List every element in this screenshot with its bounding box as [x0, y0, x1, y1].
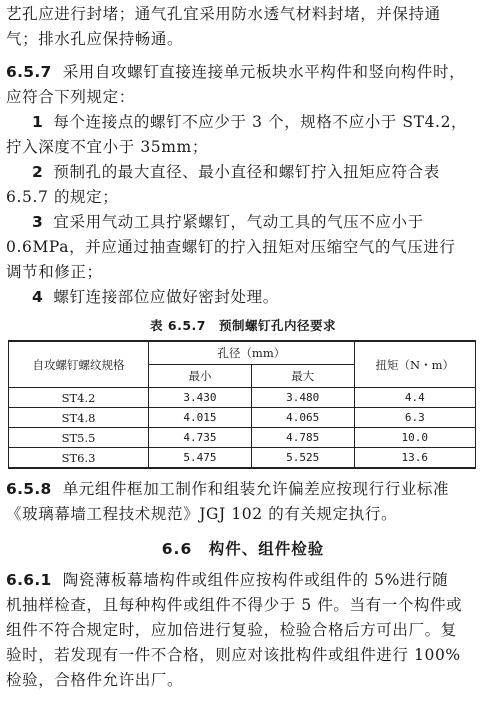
intro-line-1: 艺孔应进行封堵；通气孔宜采用防水透气材料封堵，并保持通 [6, 5, 441, 23]
table-row [9, 388, 476, 408]
clause-6-6-1-line-2: 机抽样检查，且每种构件或组件不得少于 5 件。当有一个构件或 [6, 596, 463, 614]
section-heading: 6.6 构件、组件检验 [161, 540, 325, 558]
clause-6-5-8-line-2: 《玻璃幕墙工程技术规范》JGJ 102 的有关规定执行。 [6, 505, 398, 523]
header-max: 最大 [251, 365, 354, 388]
clause-number: 6.6.1 [6, 571, 52, 589]
item-text: 宜采用气动工具拧紧螺钉，气动工具的气压不应小于 [53, 213, 424, 231]
clause-number: 6.5.7 [6, 63, 52, 81]
cell-torque: 10.0 [354, 428, 475, 448]
clause-6-6-1-line-3: 组件不符合规定时，应加倍进行复验，检验合格后方可出厂。复 [6, 621, 457, 639]
item-4-line-1 [6, 285, 480, 310]
item-text: 预制孔的最大直径、最小直径和螺钉拧入扭矩应符合表 [53, 163, 440, 181]
item-3-line-3: 调节和修正； [6, 263, 103, 281]
item-1-line-2: 拧入深度不宜小于 35mm； [6, 138, 208, 156]
item-3-line-1 [6, 210, 480, 235]
cell-min: 3.430 [149, 388, 252, 408]
cell-spec: ST6.3 [9, 448, 149, 469]
document-page [6, 2, 480, 693]
item-2-line-1 [6, 160, 480, 185]
cell-spec: ST5.5 [9, 428, 149, 448]
table-row [9, 448, 476, 469]
item-text: 螺钉连接部位应做好密封处理。 [53, 288, 279, 306]
cell-max: 4.065 [251, 408, 354, 428]
item-1-line-1 [6, 110, 480, 135]
item-2-line-2: 6.5.7 的规定； [6, 188, 119, 206]
cell-torque: 6.3 [354, 408, 475, 428]
clause-6-5-7-line-2: 应符合下列规定： [6, 88, 135, 106]
cell-max: 4.785 [251, 428, 354, 448]
clause-number: 6.5.8 [6, 480, 52, 498]
header-hole-diameter: 孔径（mm） [149, 341, 354, 365]
header-spec: 自攻螺钉螺纹规格 [9, 341, 149, 388]
clause-6-5-7-line-1 [6, 60, 480, 85]
cell-min: 4.015 [149, 408, 252, 428]
clause-text: 陶瓷薄板幕墙构件或组件应按构件或组件的 5%进行随 [62, 571, 449, 589]
clause-6-6-1-line-4: 验时，若发现有一件不合格，则应对该批构件或组件进行 100% [6, 646, 461, 664]
header-torque: 扭矩（N・m） [354, 341, 475, 388]
cell-spec: ST4.2 [9, 388, 149, 408]
clause-text: 采用自攻螺钉直接连接单元板块水平构件和竖向构件时， [62, 63, 466, 81]
cell-spec: ST4.8 [9, 408, 149, 428]
item-number: 2 [32, 163, 44, 181]
cell-min: 4.735 [149, 428, 252, 448]
item-number: 1 [32, 113, 44, 131]
cell-min: 5.475 [149, 448, 252, 469]
table-row [9, 408, 476, 428]
clause-6-6-1-line-1 [6, 568, 480, 593]
item-text: 每个连接点的螺钉不应少于 3 个，规格不应小于 ST4.2， [53, 113, 468, 131]
table-row [9, 428, 476, 448]
cell-max: 5.525 [251, 448, 354, 469]
cell-torque: 13.6 [354, 448, 475, 469]
cell-max: 3.480 [251, 388, 354, 408]
cell-torque: 4.4 [354, 388, 475, 408]
header-min: 最小 [149, 365, 252, 388]
item-number: 3 [32, 213, 44, 231]
table-caption: 表 6.5.7 预制螺钉孔内径要求 [150, 318, 336, 333]
clause-6-6-1-line-5: 检验，合格件允许出厂。 [6, 671, 184, 689]
item-number: 4 [32, 288, 44, 306]
intro-line-2: 气；排水孔应保持畅通。 [6, 30, 184, 48]
clause-text: 单元组件框加工制作和组装允许偏差应按现行行业标准 [62, 480, 450, 498]
screw-hole-table [8, 340, 476, 469]
item-3-line-2: 0.6MPa，并应通过抽查螺钉的拧入扭矩对压缩空气的气压进行 [6, 238, 456, 256]
clause-6-5-8-line-1 [6, 477, 480, 502]
